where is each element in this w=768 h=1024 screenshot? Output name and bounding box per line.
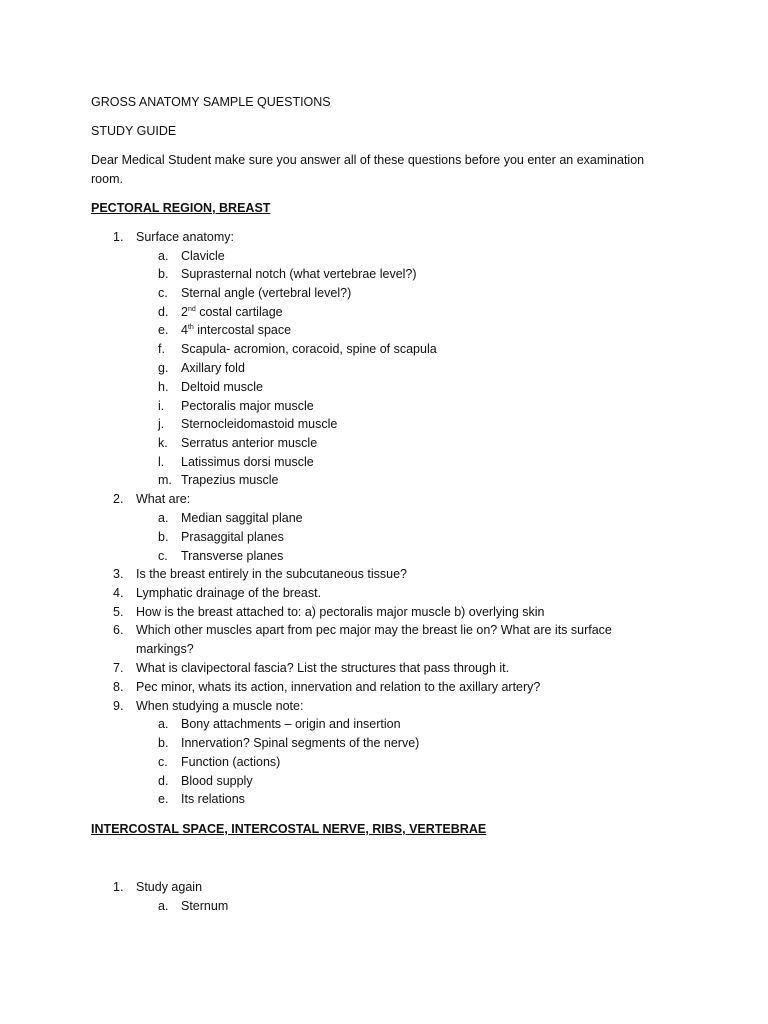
question-text: Surface anatomy: xyxy=(136,230,234,244)
section-heading-pectoral: PECTORAL REGION, BREAST xyxy=(91,201,271,215)
section-heading-intercostal: INTERCOSTAL SPACE, INTERCOSTAL NERVE, RIBS, VERTEBRAE xyxy=(91,822,487,836)
document-title: GROSS ANATOMY SAMPLE QUESTIONS xyxy=(91,95,331,109)
document-subtitle: STUDY GUIDE xyxy=(91,124,177,138)
intro-text-line1: Dear Medical Student make sure you answer all of these questions before you enter an examination xyxy=(91,153,645,167)
intro-text-line2: room. xyxy=(91,172,123,186)
document-page: GROSS ANATOMY SAMPLE QUESTIONS STUDY GUIDE Dear Medical Student make sure you answer all of these questions before you enter an examination room. PECTORAL REGION, BREAST 1. Surface anatomy: a. Clavicle b. Suprasternal notch (what vertebrae level?) c. Sternal angle (vertebral level?) d. 2nd costal cartilage e. 4th intercostal space f. Scapula- acromion, coracoid, spine of scapula g. Axillary fold h. Deltoid muscle i. Pectoralis major muscle j. Sternocleidomastoid muscle k. Serratus anterior muscle l. Latissimus dorsi muscle m. Trapezius muscle 2. What are: a. Median saggital plane b. Prasaggital planes c. Transverse planes 3. Is the breast entirely in the subcutaneous tissue? 4. Lymphatic drainage of the breast. 5. How is the breast attached to: a) pectoralis major muscle b) overlying skin 6. Which other muscles apart from pec major may the breast lie on? What are its surface markings? 7. What is clavipectoral fascia? List the structures that pass through it. 8. Pec minor, whats its action, innervation and relation to the axillary artery? 9. When studying a muscle note: a. Bony attachments – origin and insertion b. Innervation? Spinal segments of the nerve) c. Function (actions) d. Blood supply e. Its relations INTERCOSTAL SPACE, INTERCOSTAL NERVE, RIBS, VERTEBRAE 1. Study again a. Sternum xyxy=(91,95,645,913)
question-number: 1. xyxy=(113,230,124,244)
